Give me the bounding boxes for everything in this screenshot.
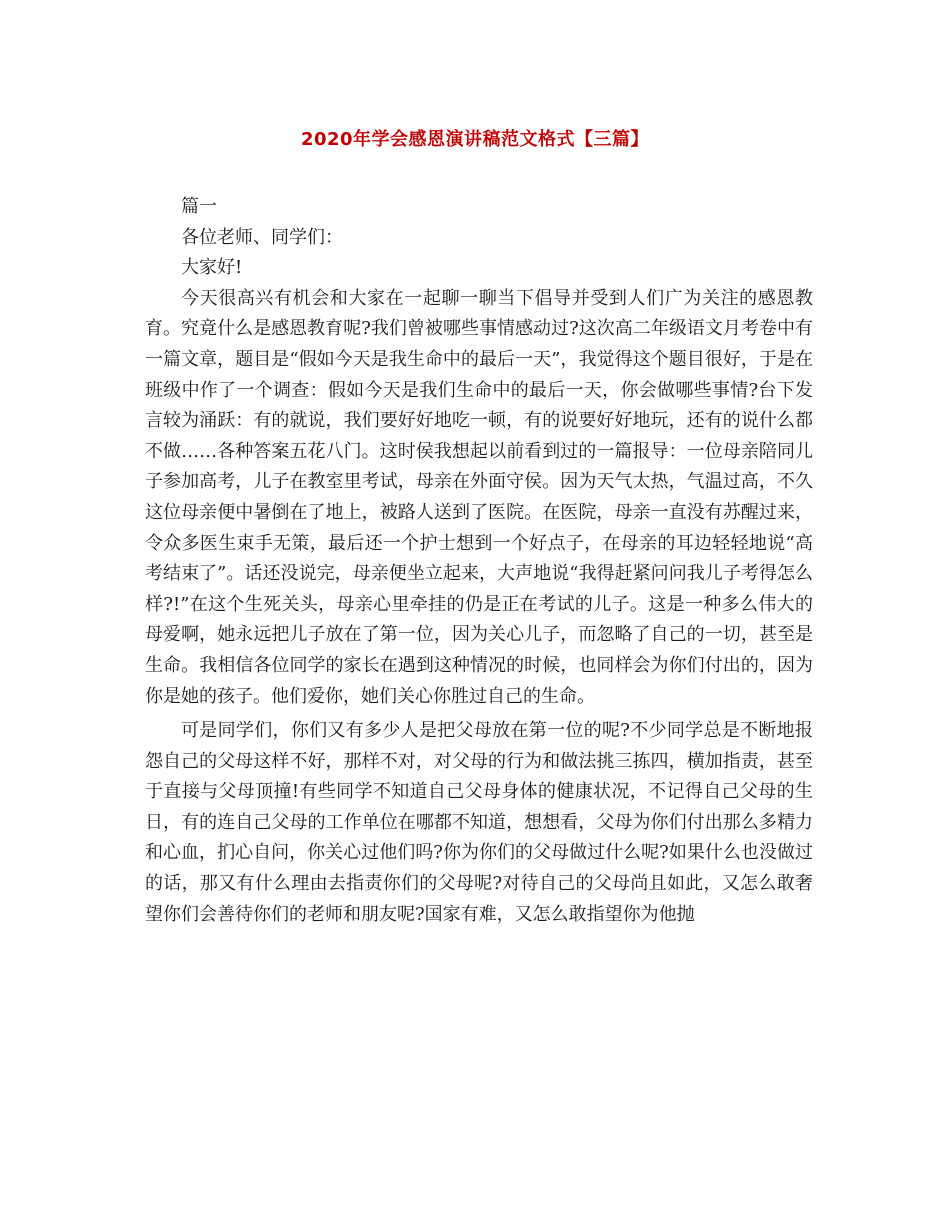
- body-paragraph: 可是同学们，你们又有多少人是把父母放在第一位的呢?不少同学总是不断地报怨自己的父母这样不好，那样不对，对父母的行为和做法挑三拣四，横加指责，甚至于直接与父母顶撞!有些同学不知道自己父母身体的健康状况，不记得自己父母的生日，有的连自己父母的工作单位在哪都不知道，想想看，父母为你们付出那么多精力和心血，扪心自问，你关心过他们吗?你为你们的父母做过什么呢?如果什么也没做过的话，那又有什么理由去指责你们的父母呢?对待自己的父母尚且如此，又怎么敢奢望你们会善待你们的老师和朋友呢?国家有难，又怎么敢指望你为他抛: [145, 720, 813, 925]
- body-paragraph: 今天很高兴有机会和大家在一起聊一聊当下倡导并受到人们广为关注的感恩教育。究竟什么是感恩教育呢?我们曾被哪些事情感动过?这次高二年级语文月考卷中有一篇文章，题目是“假如今天是我生命中的最后一天”，我觉得这个题目很好，于是在班级中作了一个调查：假如今天是我们生命中的最后一天，你会做哪些事情?台下发言较为涌跃：有的就说，我们要好好地吃一顿，有的说要好好地玩，还有的说什么都不做……各种答案五花八门。这时侯我想起以前看到过的一篇报导：一位母亲陪同儿子参加高考，儿子在教室里考试，母亲在外面守侯。因为天气太热，气温过高，不久这位母亲便中暑倒在了地上，被路人送到了医院。在医院，母亲一直没有苏醒过来，令众多医生束手无策，最后还一个护士想到一个好点子，在母亲的耳边轻轻地说“高考结束了”。话还没说完，母亲便坐立起来，大声地说“我得赶紧问问我儿子考得怎么样?!”在这个生死关头，母亲心里牵挂的仍是正在考试的儿子。这是一种多么伟大的母爱啊，她永远把儿子放在了第一位，因为关心儿子，而忽略了自己的一切，甚至是生命。我相信各位同学的家长在遇到这种情况的时候，也同样会为你们付出的，因为你是她的孩子。他们爱你，她们关心你胜过自己的生命。: [145, 287, 813, 707]
- greeting: 大家好!: [181, 257, 243, 279]
- salutation: 各位老师、同学们：: [181, 226, 343, 248]
- document-body: [145, 192, 813, 930]
- section-heading: 篇一: [181, 196, 217, 217]
- document-title: 2020年学会感恩演讲稿范文格式【三篇】: [300, 129, 650, 150]
